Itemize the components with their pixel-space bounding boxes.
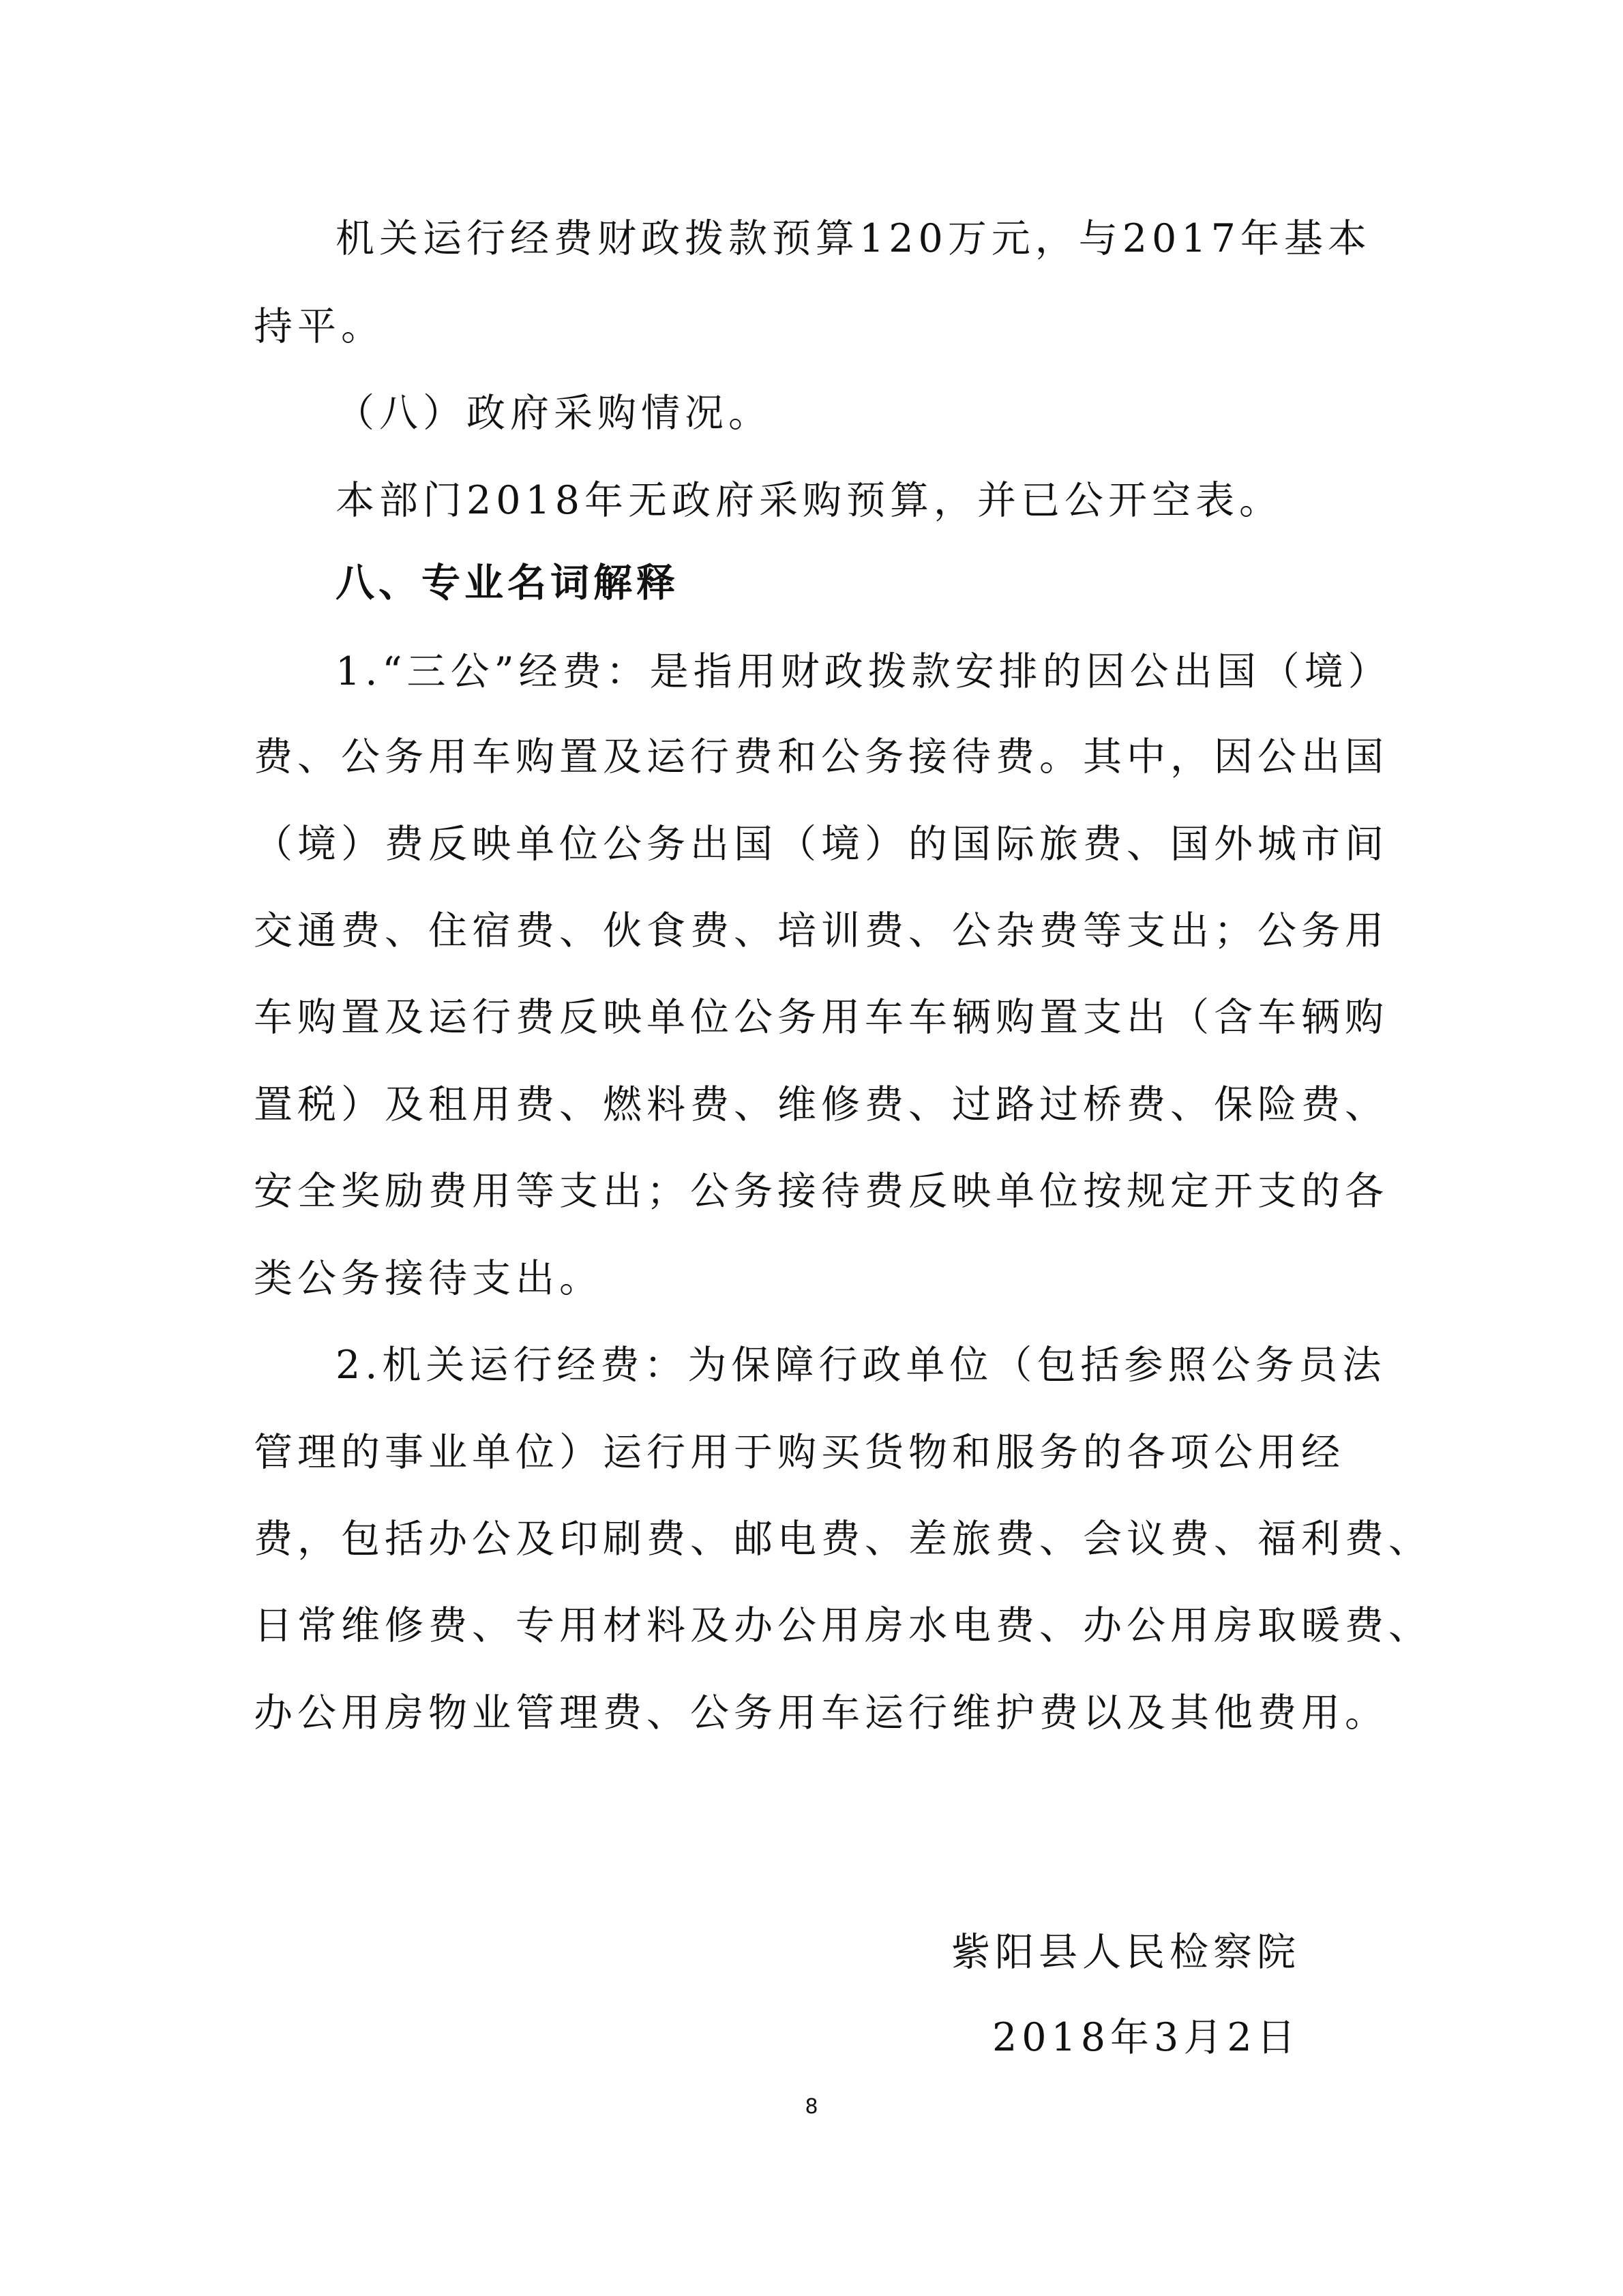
paragraph-line: 安全奖励费用等支出；公务接待费反映单位按规定开支的各 xyxy=(254,1169,1388,1214)
paragraph-line: 机关运行经费财政拨款预算120万元，与2017年基本 xyxy=(336,216,1371,261)
paragraph-line: （八）政府采购情况。 xyxy=(336,391,772,436)
paragraph-line: 费、公务用车购置及运行费和公务接待费。其中，因公出国 xyxy=(254,734,1388,779)
paragraph-line: 2.机关运行经费：为保障行政单位（包括参照公务员法 xyxy=(336,1343,1386,1388)
paragraph-line: 1.“三公”经费：是指用财政拨款安排的因公出国（境） xyxy=(336,649,1392,694)
paragraph-line: 日常维修费、专用材料及办公用房水电费、办公用房取暖费、 xyxy=(254,1603,1432,1648)
paragraph-line: 本部门2018年无政府采购预算，并已公开空表。 xyxy=(336,478,1283,523)
paragraph-line: 管理的事业单位）运行用于购买货物和服务的各项公用经 xyxy=(254,1430,1345,1475)
signature-date: 2018年3月2日 xyxy=(992,2015,1300,2060)
paragraph-line: 置税）及租用费、燃料费、维修费、过路过桥费、保险费、 xyxy=(254,1082,1388,1127)
page-number: 8 xyxy=(805,2095,818,2119)
paragraph-line: 车购置及运行费反映单位公务用车车辆购置支出（含车辆购 xyxy=(254,995,1388,1040)
paragraph-line: 办公用房物业管理费、公务用车运行维护费以及其他费用。 xyxy=(254,1690,1388,1735)
signature-organization: 紫阳县人民检察院 xyxy=(951,1930,1300,1975)
paragraph-line: 费，包括办公及印刷费、邮电费、差旅费、会议费、福利费、 xyxy=(254,1517,1432,1562)
paragraph-line: 类公务接待支出。 xyxy=(254,1256,603,1301)
paragraph-line: 交通费、住宿费、伙食费、培训费、公杂费等支出；公务用 xyxy=(254,908,1388,953)
paragraph-line: （境）费反映单位公务出国（境）的国际旅费、国外城市间 xyxy=(254,822,1388,867)
paragraph-line: 持平。 xyxy=(254,304,385,349)
section-heading: 八、专业名词解释 xyxy=(336,561,679,606)
